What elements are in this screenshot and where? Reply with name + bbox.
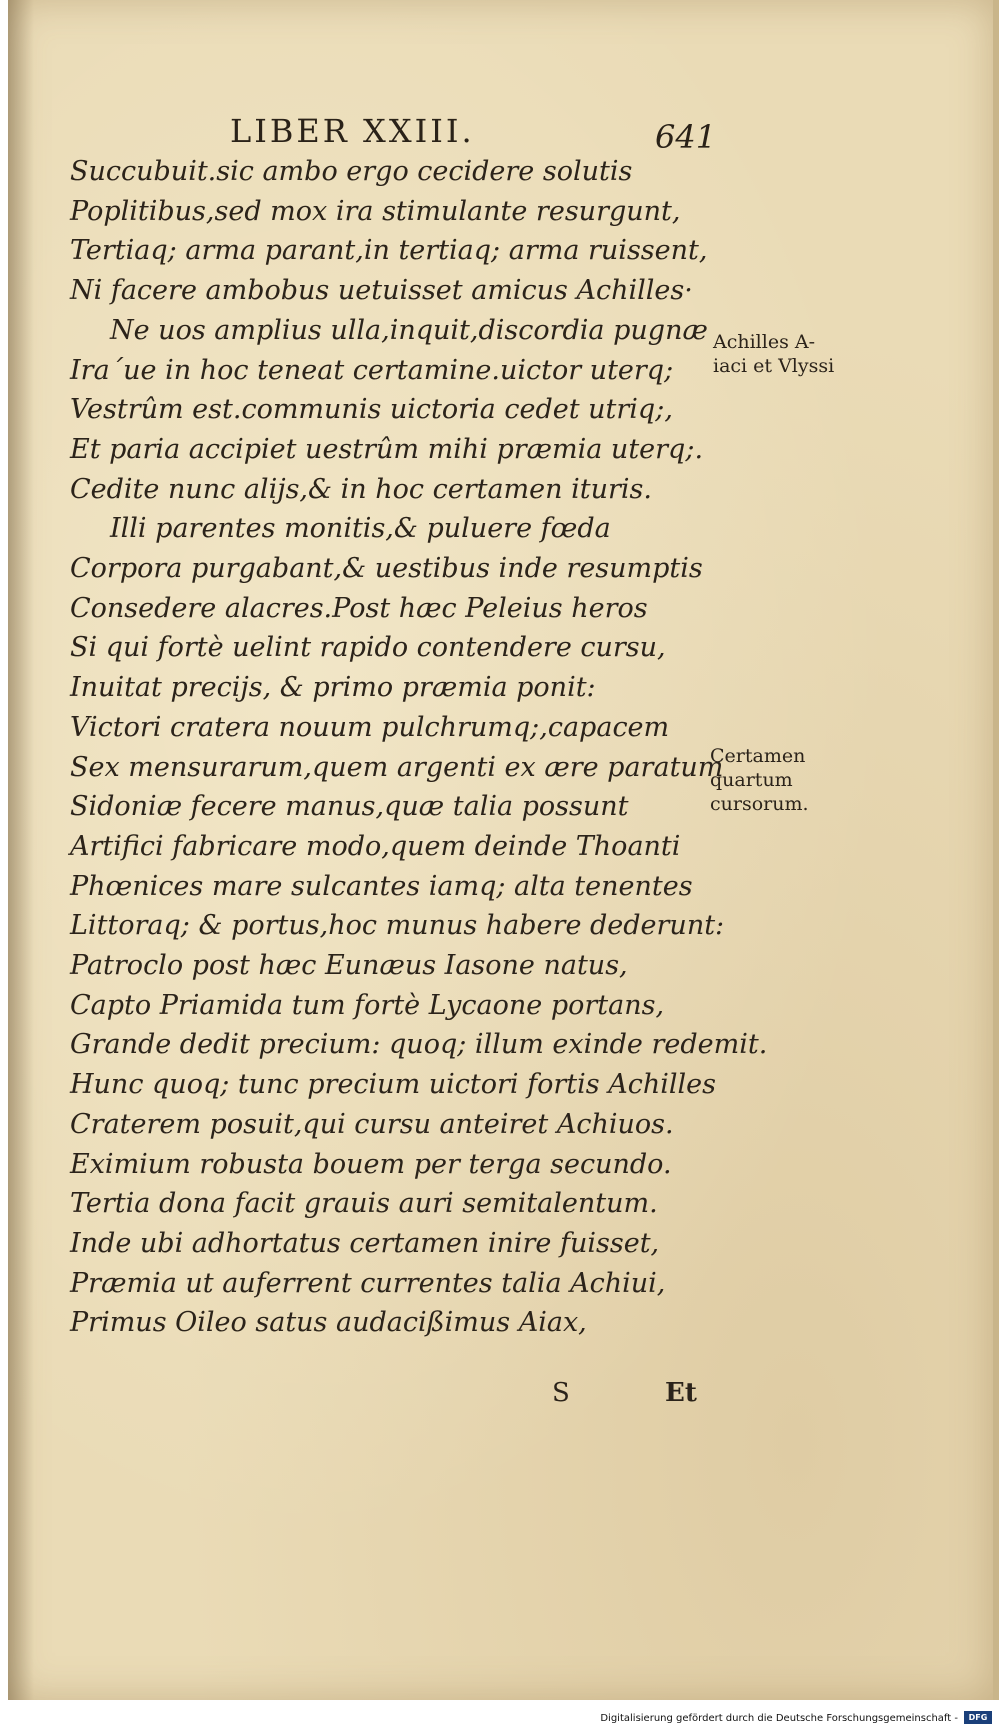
marginal-note-line: cursorum. (710, 793, 809, 815)
verse-line: Victori cratera nouum pulchrumq;,capacem (70, 711, 670, 743)
verse-line: Phœnices mare sulcantes iamq; alta tenentes (70, 870, 693, 902)
verse-line: Capto Priamida tum fortè Lycaone portans, (70, 989, 665, 1021)
marginal-note-line: Achilles A- (713, 331, 816, 353)
verse-line: Si qui fortè uelint rapido contendere cursu, (70, 632, 666, 664)
verse-line: Tertiaq; arma parant,in tertiaq; arma ruissent, (70, 235, 708, 267)
dfg-logo: DFG (964, 1711, 992, 1724)
verse-line: Hunc quoq; tunc precium uictori fortis Achilles (70, 1069, 716, 1101)
running-head: LIBER XXIII. (230, 112, 475, 150)
marginal-note-achilles (713, 330, 834, 378)
verse-line: Præmia ut auferrent currentes talia Achiui, (70, 1267, 666, 1299)
verse-line: Grande dedit precium: quoq; illum exinde redemit. (70, 1029, 768, 1061)
verse-line: Illi parentes monitis,& puluere fœda (110, 513, 611, 545)
verse-line: Ne uos amplius ulla,inquit,discordia pugnæ (110, 314, 708, 346)
verse-line: Sidoniæ fecere manus,quæ talia possunt (70, 791, 629, 823)
marginal-note-line: quartum (710, 769, 793, 791)
verse-line: Inuitat precijs, & primo præmia ponit: (70, 672, 596, 704)
verse-line: Tertia dona facit grauis auri semitalentum. (70, 1188, 658, 1220)
verse-line: Littoraq; & portus,hoc munus habere dederunt: (70, 910, 725, 942)
marginal-note-certamen (710, 744, 809, 816)
spine-shadow (8, 0, 34, 1700)
verse-line: Cedite nunc alijs,& in hoc certamen ituris. (70, 473, 652, 505)
marginal-note-line: Certamen (710, 745, 806, 767)
catchword: Et (665, 1378, 697, 1408)
verse-line: Vestrûm est.communis uictoria cedet utriq;, (70, 394, 673, 426)
verse-line: Ira´ue in hoc teneat certamine.uictor uterq; (70, 354, 674, 386)
verse-line: Corpora purgabant,& uestibus inde resumptis (70, 553, 703, 585)
marginal-note-line: iaci et Vlyssi (713, 355, 835, 377)
verse-line: Et paria accipiet uestrûm mihi præmia uterq;. (70, 433, 704, 465)
verse-line: Artifici fabricare modo,quem deinde Thoanti (70, 830, 681, 862)
verse-line: Patroclo post hæc Eunæus Iasone natus, (70, 950, 628, 982)
verse-line: Consedere alacres.Post hæc Peleius heros (70, 592, 648, 624)
verse-line: Craterem posuit,qui cursu anteiret Achiuos. (70, 1108, 674, 1140)
footer-credit: Digitalisierung gefördert durch die Deutsche Forschungsgemeinschaft - (600, 1713, 958, 1724)
verse-line: Sex mensurarum,quem argenti ex ære paratum (70, 751, 724, 783)
verse-line: Primus Oileo satus audacißimus Aiax, (70, 1307, 587, 1339)
verse-line: Poplitibus,sed mox ira stimulante resurgunt, (70, 195, 681, 227)
page-number: 641 (655, 118, 717, 156)
verse-line: Ni facere ambobus uetuisset amicus Achilles· (70, 275, 693, 307)
verse-line: Succubuit.sic ambo ergo cecidere solutis (70, 156, 633, 187)
verse-line: Eximium robusta bouem per terga secundo. (70, 1148, 672, 1180)
signature-mark: S (552, 1378, 570, 1408)
verse-line: Inde ubi adhortatus certamen inire fuisset, (70, 1227, 660, 1259)
